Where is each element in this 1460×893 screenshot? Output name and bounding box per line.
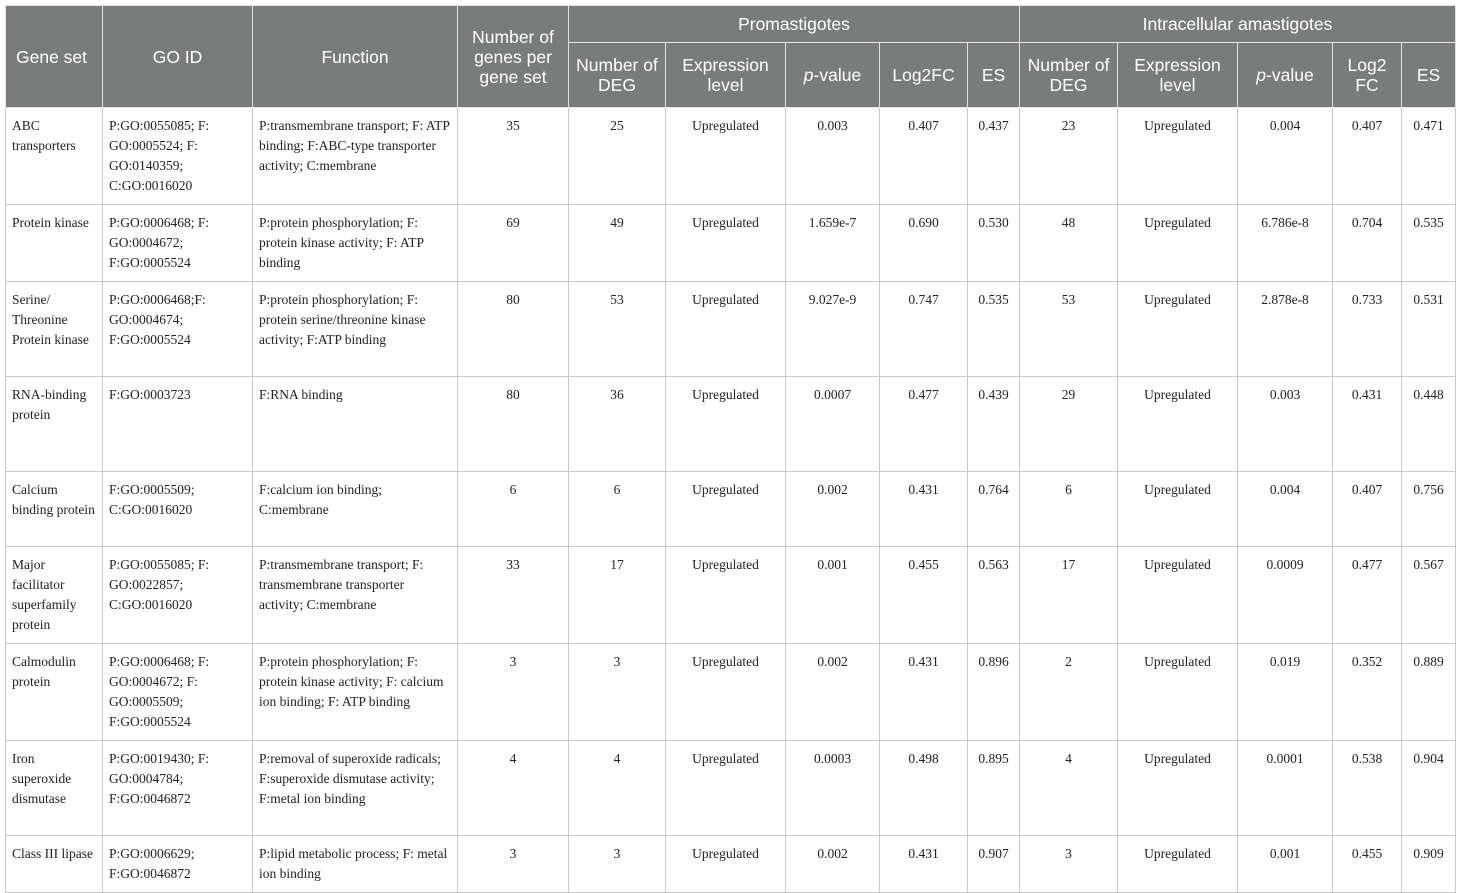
cell-pro-log2fc: 0.431 xyxy=(880,644,968,741)
cell-pro-log2fc: 0.455 xyxy=(880,547,968,644)
cell-genes-per-set: 3 xyxy=(458,836,569,893)
header-pro-num-deg: Number of DEG xyxy=(569,43,666,108)
header-gene-set: Gene set xyxy=(6,6,103,108)
cell-pro-num-deg: 49 xyxy=(569,205,666,282)
cell-pro-es: 0.896 xyxy=(968,644,1020,741)
cell-pro-log2fc: 0.690 xyxy=(880,205,968,282)
cell-ama-expression: Upregulated xyxy=(1118,547,1238,644)
cell-ama-es: 0.471 xyxy=(1402,108,1456,205)
cell-gene-set: ABC transporters xyxy=(6,108,103,205)
cell-ama-es: 0.448 xyxy=(1402,377,1456,472)
cell-ama-es: 0.904 xyxy=(1402,741,1456,836)
cell-pro-es: 0.764 xyxy=(968,472,1020,547)
table-header xyxy=(6,6,1456,108)
header-genes-per-set: Number of genes per gene set xyxy=(458,6,569,108)
cell-pro-expression: Upregulated xyxy=(666,377,786,472)
cell-ama-pvalue: 0.001 xyxy=(1238,836,1333,893)
cell-pro-pvalue: 0.002 xyxy=(786,472,880,547)
cell-pro-num-deg: 4 xyxy=(569,741,666,836)
cell-ama-num-deg: 3 xyxy=(1020,836,1118,893)
cell-ama-pvalue: 0.004 xyxy=(1238,108,1333,205)
table-row xyxy=(6,644,1456,741)
cell-pro-log2fc: 0.431 xyxy=(880,472,968,547)
cell-pro-pvalue: 0.002 xyxy=(786,644,880,741)
table-body xyxy=(6,108,1456,893)
cell-gene-set: RNA-binding protein xyxy=(6,377,103,472)
cell-gene-set: Calmodulin protein xyxy=(6,644,103,741)
table-row xyxy=(6,472,1456,547)
cell-ama-expression: Upregulated xyxy=(1118,205,1238,282)
cell-gene-set: Major facilitator superfamily protein xyxy=(6,547,103,644)
cell-gene-set: Iron superoxide dismutase xyxy=(6,741,103,836)
cell-ama-num-deg: 17 xyxy=(1020,547,1118,644)
cell-ama-log2fc: 0.352 xyxy=(1333,644,1402,741)
cell-go-id: P:GO:0055085; F: GO:0005524; F: GO:0140359; C:GO:0016020 xyxy=(103,108,253,205)
header-amastigotes: Intracellular amastigotes xyxy=(1020,6,1456,43)
cell-ama-es: 0.535 xyxy=(1402,205,1456,282)
cell-function: P:protein phosphorylation; F: protein kinase activity; F: calcium ion binding; F: ATP binding xyxy=(253,644,458,741)
cell-go-id: F:GO:0005509; C:GO:0016020 xyxy=(103,472,253,547)
p-italic: p xyxy=(803,65,814,85)
cell-ama-expression: Upregulated xyxy=(1118,282,1238,377)
cell-ama-expression: Upregulated xyxy=(1118,836,1238,893)
cell-ama-log2fc: 0.455 xyxy=(1333,836,1402,893)
cell-gene-set: Serine/ Threonine Protein kinase xyxy=(6,282,103,377)
header-ama-num-deg: Number of DEG xyxy=(1020,43,1118,108)
header-pro-es: ES xyxy=(968,43,1020,108)
cell-function: P:removal of superoxide radicals; F:superoxide dismutase activity; F:metal ion binding xyxy=(253,741,458,836)
cell-pro-es: 0.437 xyxy=(968,108,1020,205)
header-ama-log2fc: Log2 FC xyxy=(1333,43,1402,108)
gene-set-table xyxy=(5,5,1456,893)
p-italic: p xyxy=(1256,65,1267,85)
cell-pro-num-deg: 17 xyxy=(569,547,666,644)
table-row xyxy=(6,205,1456,282)
table-row xyxy=(6,836,1456,893)
cell-ama-num-deg: 53 xyxy=(1020,282,1118,377)
pvalue-suffix: -value xyxy=(1266,65,1314,85)
table-row xyxy=(6,282,1456,377)
cell-pro-expression: Upregulated xyxy=(666,836,786,893)
cell-ama-log2fc: 0.477 xyxy=(1333,547,1402,644)
header-promastigotes: Promastigotes xyxy=(569,6,1020,43)
header-ama-pvalue xyxy=(1238,43,1333,108)
cell-pro-pvalue: 9.027e-9 xyxy=(786,282,880,377)
cell-genes-per-set: 69 xyxy=(458,205,569,282)
cell-pro-num-deg: 3 xyxy=(569,836,666,893)
cell-pro-es: 0.895 xyxy=(968,741,1020,836)
cell-go-id: F:GO:0003723 xyxy=(103,377,253,472)
cell-ama-es: 0.909 xyxy=(1402,836,1456,893)
cell-pro-num-deg: 53 xyxy=(569,282,666,377)
cell-pro-num-deg: 36 xyxy=(569,377,666,472)
cell-pro-expression: Upregulated xyxy=(666,547,786,644)
cell-pro-num-deg: 25 xyxy=(569,108,666,205)
table-row xyxy=(6,377,1456,472)
cell-ama-log2fc: 0.431 xyxy=(1333,377,1402,472)
cell-pro-es: 0.563 xyxy=(968,547,1020,644)
cell-pro-log2fc: 0.477 xyxy=(880,377,968,472)
cell-ama-log2fc: 0.704 xyxy=(1333,205,1402,282)
cell-gene-set: Calcium binding protein xyxy=(6,472,103,547)
cell-ama-num-deg: 48 xyxy=(1020,205,1118,282)
cell-gene-set: Protein kinase xyxy=(6,205,103,282)
cell-ama-pvalue: 0.0001 xyxy=(1238,741,1333,836)
cell-ama-es: 0.756 xyxy=(1402,472,1456,547)
pvalue-suffix: -value xyxy=(813,65,862,85)
cell-pro-pvalue: 0.002 xyxy=(786,836,880,893)
cell-ama-expression: Upregulated xyxy=(1118,472,1238,547)
cell-genes-per-set: 35 xyxy=(458,108,569,205)
cell-gene-set: Class III lipase xyxy=(6,836,103,893)
cell-pro-log2fc: 0.498 xyxy=(880,741,968,836)
table-row xyxy=(6,741,1456,836)
cell-ama-pvalue: 0.019 xyxy=(1238,644,1333,741)
cell-pro-expression: Upregulated xyxy=(666,472,786,547)
header-go-id: GO ID xyxy=(103,6,253,108)
cell-ama-pvalue: 0.0009 xyxy=(1238,547,1333,644)
cell-pro-pvalue: 0.0003 xyxy=(786,741,880,836)
cell-ama-log2fc: 0.733 xyxy=(1333,282,1402,377)
cell-function: P:protein phosphorylation; F: protein serine/threonine kinase activity; F:ATP binding xyxy=(253,282,458,377)
cell-ama-num-deg: 23 xyxy=(1020,108,1118,205)
cell-genes-per-set: 4 xyxy=(458,741,569,836)
cell-genes-per-set: 33 xyxy=(458,547,569,644)
cell-pro-es: 0.535 xyxy=(968,282,1020,377)
cell-pro-es: 0.439 xyxy=(968,377,1020,472)
cell-ama-log2fc: 0.407 xyxy=(1333,472,1402,547)
cell-genes-per-set: 3 xyxy=(458,644,569,741)
table-row xyxy=(6,547,1456,644)
cell-go-id: P:GO:0006629; F:GO:0046872 xyxy=(103,836,253,893)
header-pro-expression: Expression level xyxy=(666,43,786,108)
cell-pro-es: 0.530 xyxy=(968,205,1020,282)
cell-genes-per-set: 80 xyxy=(458,377,569,472)
cell-ama-es: 0.889 xyxy=(1402,644,1456,741)
cell-function: P:transmembrane transport; F: ATP binding; F:ABC-type transporter activity; C:membrane xyxy=(253,108,458,205)
cell-pro-log2fc: 0.747 xyxy=(880,282,968,377)
cell-pro-es: 0.907 xyxy=(968,836,1020,893)
cell-pro-expression: Upregulated xyxy=(666,644,786,741)
cell-pro-num-deg: 6 xyxy=(569,472,666,547)
cell-pro-expression: Upregulated xyxy=(666,741,786,836)
header-row-groups xyxy=(6,6,1456,43)
cell-function: P:transmembrane transport; F: transmembrane transporter activity; C:membrane xyxy=(253,547,458,644)
cell-pro-expression: Upregulated xyxy=(666,282,786,377)
cell-function: F:calcium ion binding; C:membrane xyxy=(253,472,458,547)
header-pro-pvalue xyxy=(786,43,880,108)
cell-ama-pvalue: 6.786e-8 xyxy=(1238,205,1333,282)
cell-go-id: P:GO:0019430; F: GO:0004784; F:GO:0046872 xyxy=(103,741,253,836)
table-row xyxy=(6,108,1456,205)
cell-ama-pvalue: 2.878e-8 xyxy=(1238,282,1333,377)
header-function: Function xyxy=(253,6,458,108)
cell-pro-expression: Upregulated xyxy=(666,205,786,282)
cell-pro-log2fc: 0.431 xyxy=(880,836,968,893)
cell-go-id: P:GO:0055085; F: GO:0022857; C:GO:0016020 xyxy=(103,547,253,644)
cell-genes-per-set: 80 xyxy=(458,282,569,377)
cell-function: F:RNA binding xyxy=(253,377,458,472)
cell-ama-expression: Upregulated xyxy=(1118,741,1238,836)
header-ama-es: ES xyxy=(1402,43,1456,108)
cell-ama-num-deg: 6 xyxy=(1020,472,1118,547)
cell-ama-expression: Upregulated xyxy=(1118,644,1238,741)
cell-ama-num-deg: 2 xyxy=(1020,644,1118,741)
cell-pro-pvalue: 0.0007 xyxy=(786,377,880,472)
cell-pro-pvalue: 0.001 xyxy=(786,547,880,644)
cell-ama-num-deg: 29 xyxy=(1020,377,1118,472)
cell-pro-log2fc: 0.407 xyxy=(880,108,968,205)
header-pro-log2fc: Log2FC xyxy=(880,43,968,108)
cell-function: P:lipid metabolic process; F: metal ion binding xyxy=(253,836,458,893)
cell-pro-num-deg: 3 xyxy=(569,644,666,741)
cell-ama-pvalue: 0.003 xyxy=(1238,377,1333,472)
cell-ama-expression: Upregulated xyxy=(1118,108,1238,205)
cell-ama-log2fc: 0.538 xyxy=(1333,741,1402,836)
cell-pro-pvalue: 0.003 xyxy=(786,108,880,205)
cell-pro-pvalue: 1.659e-7 xyxy=(786,205,880,282)
cell-go-id: P:GO:0006468; F: GO:0004672; F: GO:0005509; F:GO:0005524 xyxy=(103,644,253,741)
cell-pro-expression: Upregulated xyxy=(666,108,786,205)
cell-go-id: P:GO:0006468; F: GO:0004672; F:GO:0005524 xyxy=(103,205,253,282)
cell-ama-es: 0.531 xyxy=(1402,282,1456,377)
cell-ama-expression: Upregulated xyxy=(1118,377,1238,472)
cell-ama-num-deg: 4 xyxy=(1020,741,1118,836)
cell-ama-log2fc: 0.407 xyxy=(1333,108,1402,205)
cell-go-id: P:GO:0006468;F: GO:0004674; F:GO:0005524 xyxy=(103,282,253,377)
cell-ama-pvalue: 0.004 xyxy=(1238,472,1333,547)
cell-genes-per-set: 6 xyxy=(458,472,569,547)
cell-ama-es: 0.567 xyxy=(1402,547,1456,644)
cell-function: P:protein phosphorylation; F: protein kinase activity; F: ATP binding xyxy=(253,205,458,282)
header-ama-expression: Expression level xyxy=(1118,43,1238,108)
